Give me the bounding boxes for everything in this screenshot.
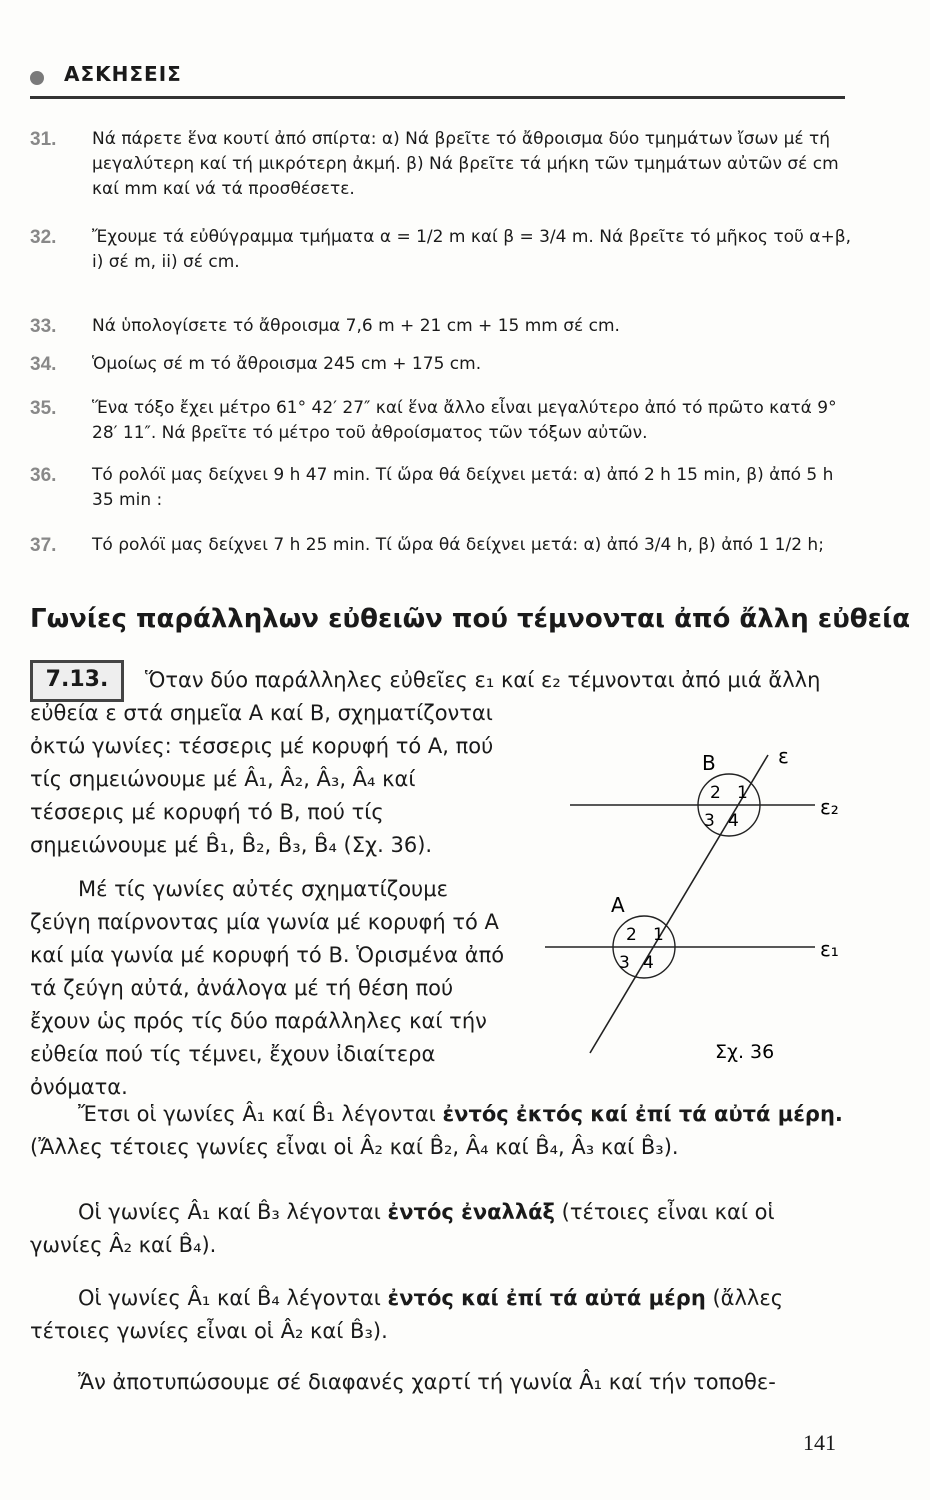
theorem-paragraph-3 bbox=[30, 1098, 850, 1164]
angle-b1: 1 bbox=[737, 783, 748, 803]
theorem-paragraph-4 bbox=[30, 1196, 850, 1262]
exercise-number: 34. bbox=[30, 354, 57, 375]
label-e: ε bbox=[778, 744, 789, 768]
theorem-paragraph-2: Μέ τίς γωνίες αὐτές σχηματίζουμε ζεύγη παίρνοντας μία γωνία μέ κορυφή τό Α καί μία γωνία μέ κορυφή τό Β. Ὁρισμένα ἀπό τά ζεύγη αὐτά, ἀνάλογα μέ τή θέση πού ἔχουν ὡς πρός τίς δύο παράλληλες καί τήν εὐθεία πού τίς τέμνει, ἔχουν ἰδιαίτερα ὀνόματα. bbox=[30, 877, 505, 1099]
bullet-icon bbox=[30, 71, 44, 85]
exercise-text: Νά πάρετε ἕνα κουτί ἀπό σπίρτα: α) Νά βρεῖτε τό ἄθροισμα δύο τμημάτων ἴσων μέ τή μεγαλύτερη καί τή μικρότερη ἀκμή. β) Νά βρεῖτε τά μήκη τῶν τμημάτων αὐτῶν σέ cm καί mm καί νά τά προσθέσετε. bbox=[92, 129, 839, 199]
p5-term: ἐντός καί ἐπί τά αὐτά μέρη bbox=[387, 1286, 706, 1310]
exercise-text: Νά ὑπολογίσετε τό ἄθροισμα 7,6 m + 21 cm + 15 mm σέ cm. bbox=[92, 316, 620, 336]
label-e1: ε₁ bbox=[820, 937, 839, 961]
theorem-paragraph-6: Ἄν ἀποτυπώσουμε σέ διαφανές χαρτί τή γωνία Â₁ καί τήν τοποθε- bbox=[78, 1370, 776, 1394]
exercise-number: 37. bbox=[30, 535, 57, 556]
exercise-text: Ὁμοίως σέ m τό ἄθροισμα 245 cm + 175 cm. bbox=[92, 354, 482, 374]
p4-text-a: Οἱ γωνίες Â₁ καί B̂₃ λέγονται bbox=[78, 1200, 381, 1224]
angle-b2: 2 bbox=[710, 783, 721, 803]
exercise-number: 36. bbox=[30, 465, 57, 486]
label-point-b: Β bbox=[702, 751, 716, 775]
angle-a4: 4 bbox=[643, 953, 654, 973]
exercise-text: Ἕνα τόξο ἔχει μέτρο 61° 42′ 27″ καί ἕνα ἄλλο εἶναι μεγαλύτερο ἀπό τό πρῶτο κατά 9° 28′ 11″. Νά βρεῖτε τό μέτρο τοῦ ἀθροίσματος τῶν τόξων αὐτῶν. bbox=[92, 398, 837, 443]
p5-text-a: Οἱ γωνίες Â₁ καί B̂₄ λέγονται bbox=[78, 1286, 381, 1310]
p3-text-a: Ἔτσι οἱ γωνίες Â₁ καί B̂₁ λέγονται bbox=[78, 1102, 436, 1126]
label-e2: ε₂ bbox=[820, 795, 839, 819]
theorem-number-box bbox=[30, 660, 124, 702]
theorem-paragraph-1: εὐθεία ε στά σημεῖα Α καί Β, σχηματίζονται ὀκτώ γωνίες: τέσσερις μέ κορυφή τό Α, πού τίς σημειώνουμε μέ Â₁, Â₂, Â₃, Â₄ καί τέσσερις μέ κορυφή τό Β, πού τίς σημειώνουμε μέ B̂₁, B̂₂, B̂₃, B̂₄ (Σχ. 36). bbox=[30, 701, 494, 857]
page-number: 141 bbox=[803, 1430, 836, 1455]
angle-a1: 1 bbox=[653, 925, 664, 945]
exercise-number: 32. bbox=[30, 227, 57, 248]
exercise-number: 35. bbox=[30, 398, 57, 419]
figure-36 bbox=[540, 740, 860, 1070]
exercise-text: Τό ρολόϊ μας δείχνει 9 h 47 min. Τί ὥρα θά δείχνει μετά: α) ἀπό 2 h 15 min, β) ἀπό 5 h 35 min : bbox=[92, 465, 834, 510]
angle-a3: 3 bbox=[619, 953, 630, 973]
theorem-number: 7.13. bbox=[45, 667, 109, 692]
exercise-text: Τό ρολόϊ μας δείχνει 7 h 25 min. Τί ὥρα θά δείχνει μετά: α) ἀπό 3/4 h, β) ἀπό 1 1/2 h; bbox=[92, 535, 824, 555]
exercise-number: 31. bbox=[30, 129, 57, 150]
angle-b3: 3 bbox=[704, 811, 715, 831]
label-point-a: Α bbox=[611, 893, 625, 917]
p3-term: ἐντός ἐκτός καί ἐπί τά αὐτά μέρη. bbox=[442, 1102, 843, 1126]
figure-svg bbox=[540, 740, 860, 1070]
exercise-text: Ἔχουμε τά εὐθύγραμμα τμήματα α = 1/2 m καί β = 3/4 m. Νά βρεῖτε τό μῆκος τοῦ α+β, i) σέ m, ii) σέ cm. bbox=[92, 227, 851, 272]
section-title: Γωνίες παράλληλων εὐθειῶν πού τέμνονται ἀπό ἄλλη εὐθεία bbox=[30, 604, 911, 634]
theorem-lead: Ὅταν δύο παράλληλες εὐθεῖες ε₁ καί ε₂ τέμνονται ἀπό μιά ἄλλη bbox=[145, 668, 821, 692]
p4-term: ἐντός ἐναλλάξ bbox=[387, 1200, 555, 1224]
figure-caption: Σχ. 36 bbox=[715, 1041, 775, 1063]
header-title: ΑΣΚΗΣΕΙΣ bbox=[64, 62, 182, 86]
angle-b4: 4 bbox=[728, 811, 739, 831]
angle-a2: 2 bbox=[626, 925, 637, 945]
p4-text-b: (τέτοιες εἶναι καί οἱ γωνίες Â₂ καί B̂₄). bbox=[30, 1200, 775, 1257]
header-rule bbox=[30, 96, 845, 99]
p5-text-b: (ἄλλες τέτοιες γωνίες εἶναι οἱ Â₂ καί B̂₃). bbox=[30, 1286, 784, 1343]
exercise-number: 33. bbox=[30, 316, 57, 337]
p3-text-b: (Ἄλλες τέτοιες γωνίες εἶναι οἱ Â₂ καί B̂₂, Â₄ καί B̂₄, Â₃ καί B̂₃). bbox=[30, 1135, 679, 1159]
theorem-paragraph-5 bbox=[30, 1282, 850, 1348]
